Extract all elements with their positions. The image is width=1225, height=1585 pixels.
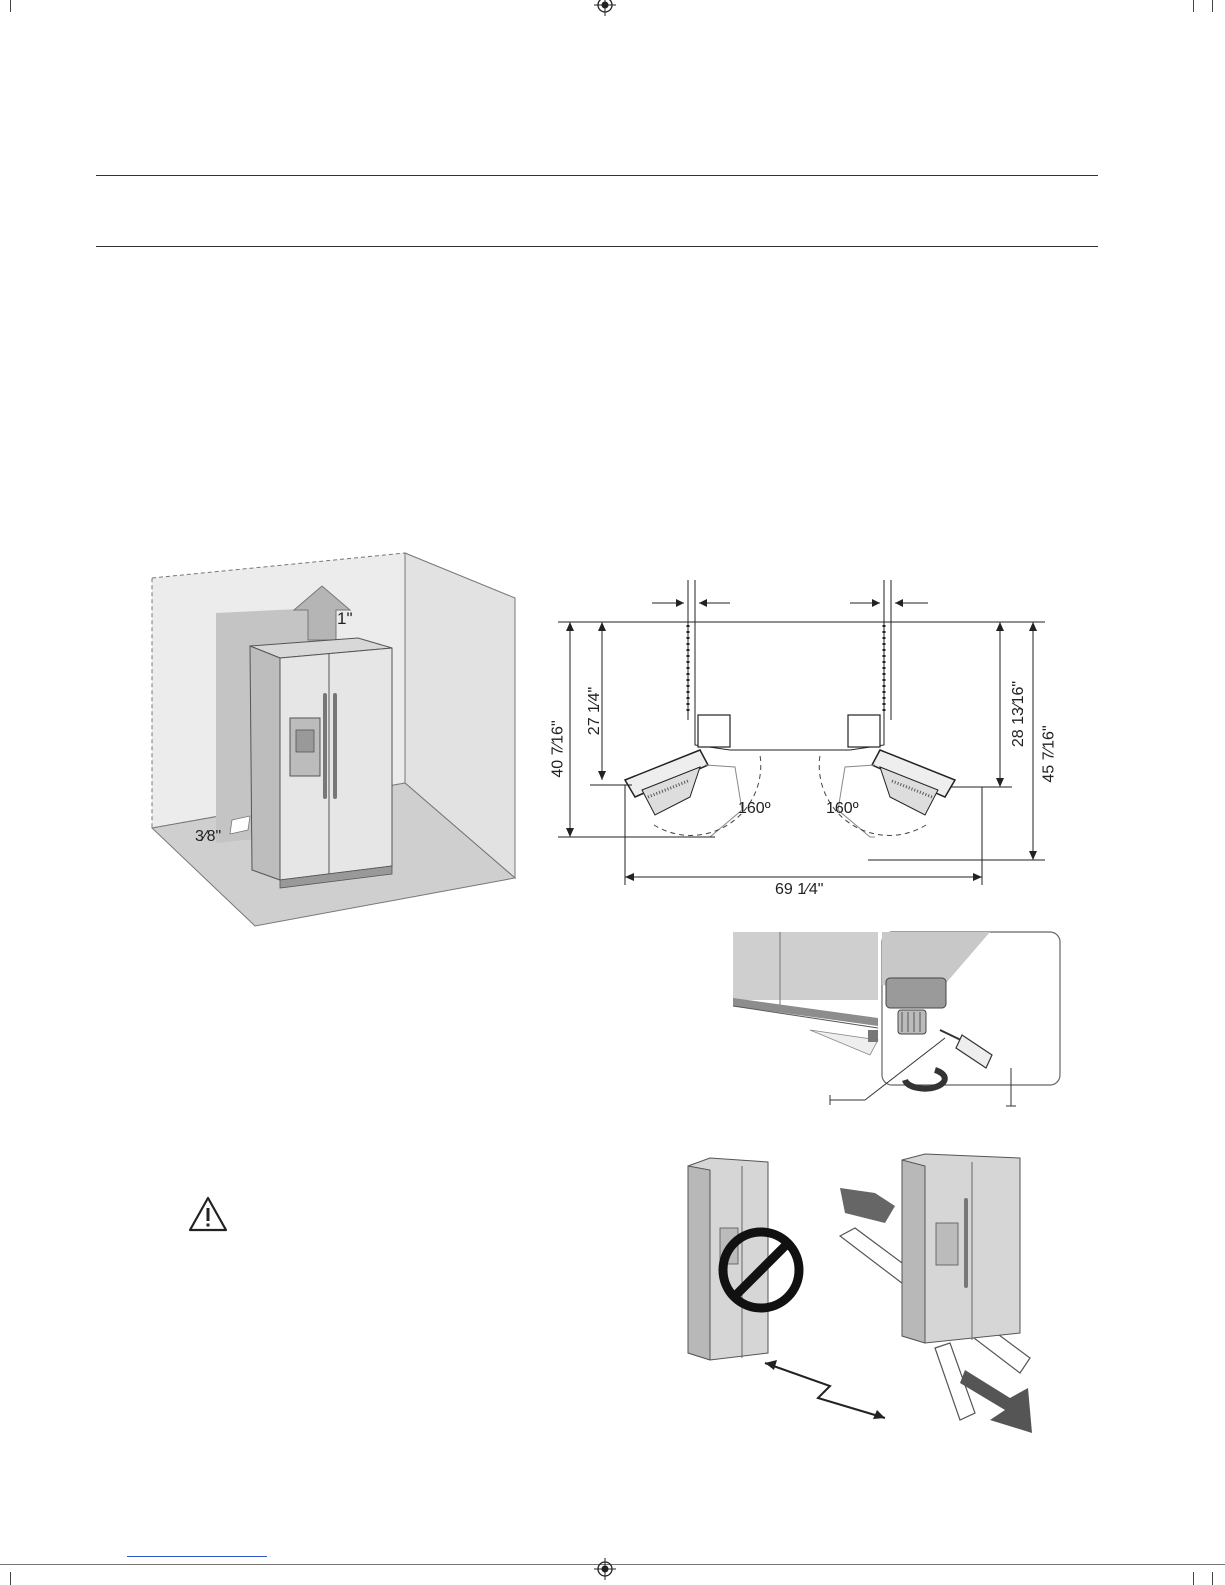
door-swing-diagram <box>550 575 1060 905</box>
header-rule-top <box>96 175 1098 176</box>
dim-left-total: 40 7⁄16" <box>549 720 567 778</box>
dim-right-inner: 28 13⁄16" <box>1010 680 1028 748</box>
registration-mark-bottom-icon <box>594 1558 616 1580</box>
header-rule-bottom <box>96 246 1098 247</box>
crop-mark-bottom-right-a <box>1193 1572 1194 1585</box>
warning-triangle-icon <box>187 1195 229 1233</box>
crop-mark-top-right-a <box>1193 0 1194 12</box>
moving-illustration <box>680 1148 1070 1443</box>
dim-left-inner: 27 1⁄4" <box>586 686 604 736</box>
side-clearance-label: 3⁄8" <box>195 828 222 845</box>
clearance-illustration <box>140 548 530 938</box>
width-dimension: 69 1⁄4" <box>775 881 824 898</box>
crop-mark-top-left <box>10 0 11 12</box>
leveling-leg-illustration <box>730 930 1065 1110</box>
crop-mark-bottom-right-b <box>1212 1572 1213 1585</box>
registration-mark-icon <box>594 0 616 16</box>
top-clearance-label: 1" <box>337 609 353 628</box>
angle-right: 160º <box>826 800 859 817</box>
crop-mark-bottom-left <box>10 1572 11 1585</box>
angle-left: 160º <box>738 800 771 817</box>
bottom-link-underline <box>127 1556 267 1557</box>
dim-right-total: 45 7⁄16" <box>1040 725 1058 783</box>
crop-mark-top-right-b <box>1212 0 1213 12</box>
